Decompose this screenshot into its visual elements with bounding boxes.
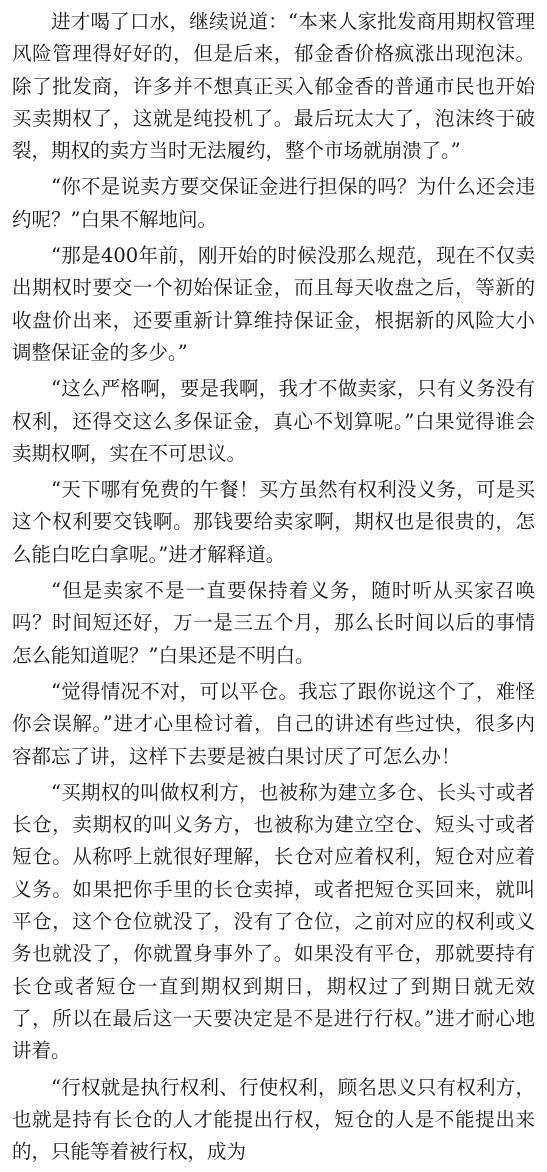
paragraph: “那是400年前，刚开始的时候没那么规范，现在不仅卖出期权时要交一个初始保证金，而且每天收盘之后，等新的收盘价出来，还要重新计算维持保证金，根据新的风险大小调整保证金的多少。” <box>12 244 535 364</box>
paragraph: “这么严格啊，要是我啊，我才不做卖家，只有义务没有权利，还得交这么多保证金，真心不划算呢。”白果觉得谁会卖期权啊，实在不可思议。 <box>12 377 535 465</box>
book-page <box>12 6 535 1172</box>
paragraph: “觉得情况不对，可以平仓。我忘了跟你说这个了，难怪你会误解。”进才心里检讨着，自己的讲述有些过快，很多内容都忘了讲，这样下去要是被白果讨厌了可怎么办！ <box>12 679 535 768</box>
paragraph: “天下哪有免费的午餐！买方虽然有权利没义务，可是买这个权利要交钱啊。那钱要给卖家啊，期权也是很贵的，怎么能白吃白拿呢。”进才解释道。 <box>12 478 535 566</box>
paragraph: “行权就是执行权利、行使权利，顾名思义只有权利方，也就是持有长仓的人才能提出行权，短仓的人是不能提出来的，只能等着被行权，成为 <box>12 1075 535 1164</box>
paragraph: “你不是说卖方要交保证金进行担保的吗？为什么还会违约呢？”白果不解地问。 <box>12 175 535 231</box>
paragraph: 进才喝了口水，继续说道：“本来人家批发商用期权管理风险管理得好好的，但是后来，郁金香价格疯涨出现泡沫。除了批发商，许多并不想真正买入郁金香的普通市民也开始买卖期权了，这就是纯投机了。最后玩太大了，泡沫终于破裂，期权的卖方当时无法履约，整个市场就崩溃了。” <box>12 10 535 163</box>
paragraph: “买期权的叫做权利方，也被称为建立多仓、长头寸或者长仓，卖期权的叫义务方，也被称为建立空仓、短头寸或者短仓。从称呼上就很好理解，长仓对应着权利，短仓对应着义务。如果把你手里的长仓卖掉，或者把短仓买回来，就叫平仓，这个仓位就没了，没有了仓位，之前对应的权利或义务也就没了，你就置身事外了。如果没有平仓，那就要持有长仓或者短仓一直到期权到期日，期权过了到期日就无效了，所以在最后这一天要决定是不是进行行权。”进才耐心地讲着。 <box>12 780 535 1063</box>
paragraph: “但是卖家不是一直要保持着义务，随时听从买家召唤吗？时间短还好，万一是三五个月，那么长时间以后的事情怎么能知道呢？”白果还是不明白。 <box>12 579 535 667</box>
